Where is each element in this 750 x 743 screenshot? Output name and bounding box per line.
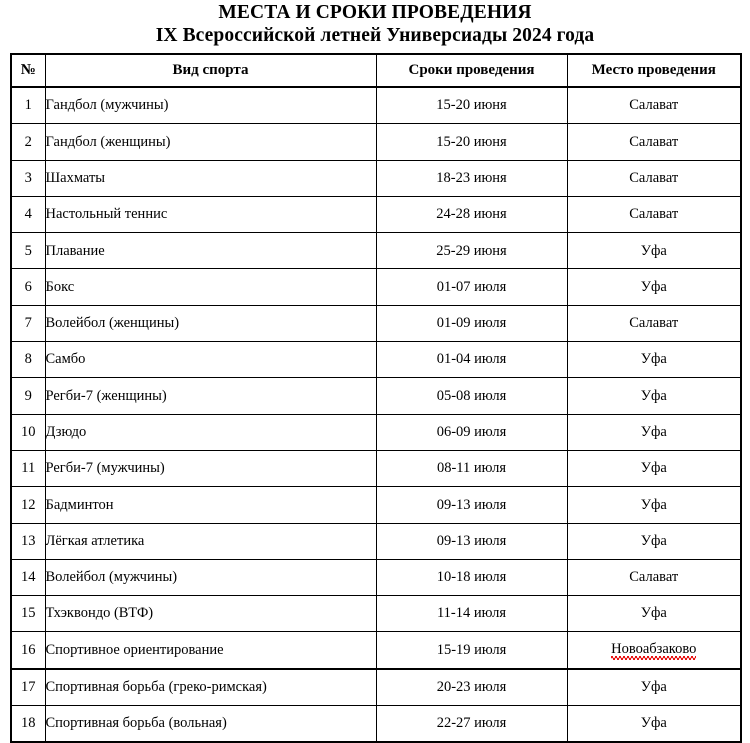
cell-number: 17 [11,669,45,706]
cell-sport: Спортивная борьба (греко-римская) [45,669,376,706]
cell-dates: 01-07 июля [376,269,567,305]
cell-dates: 22-27 июля [376,706,567,743]
cell-sport: Волейбол (женщины) [45,305,376,341]
document-title-block [0,0,750,47]
cell-number: 18 [11,706,45,743]
cell-number: 13 [11,523,45,559]
schedule-table [10,53,742,743]
cell-sport: Лёгкая атлетика [45,523,376,559]
cell-number: 1 [11,87,45,124]
table-header [11,54,741,87]
cell-number: 3 [11,160,45,196]
table-row [11,342,741,378]
cell-sport: Гандбол (мужчины) [45,87,376,124]
cell-number: 6 [11,269,45,305]
cell-sport: Шахматы [45,160,376,196]
cell-number: 2 [11,124,45,160]
cell-number: 15 [11,596,45,632]
table-row [11,233,741,269]
table-row [11,669,741,706]
cell-sport: Плавание [45,233,376,269]
cell-dates: 01-09 июля [376,305,567,341]
cell-sport: Регби-7 (мужчины) [45,450,376,486]
column-header-number: № [11,54,45,87]
table-row [11,706,741,743]
table-row [11,124,741,160]
cell-dates: 25-29 июня [376,233,567,269]
cell-number: 11 [11,450,45,486]
table-row [11,414,741,450]
spellcheck-underlined-text: Новоабзаково [611,641,696,660]
cell-place: Салават [567,124,741,160]
cell-place: Уфа [567,450,741,486]
cell-place: Салават [567,160,741,196]
table-row [11,596,741,632]
cell-place [567,632,741,669]
schedule-table-wrapper [10,53,740,743]
cell-dates: 09-13 июля [376,487,567,523]
cell-place: Уфа [567,523,741,559]
cell-place: Салават [567,196,741,232]
column-header-sport: Вид спорта [45,54,376,87]
cell-sport: Регби-7 (женщины) [45,378,376,414]
cell-dates: 15-19 июля [376,632,567,669]
cell-number: 14 [11,559,45,595]
cell-sport: Самбо [45,342,376,378]
cell-place: Уфа [567,342,741,378]
table-row [11,160,741,196]
cell-sport: Спортивная борьба (вольная) [45,706,376,743]
cell-place: Уфа [567,414,741,450]
cell-sport: Дзюдо [45,414,376,450]
cell-number: 16 [11,632,45,669]
table-row [11,196,741,232]
cell-place: Салават [567,87,741,124]
table-row [11,523,741,559]
cell-sport: Бокс [45,269,376,305]
cell-dates: 10-18 июля [376,559,567,595]
cell-number: 8 [11,342,45,378]
table-row [11,487,741,523]
table-row [11,378,741,414]
cell-dates: 09-13 июля [376,523,567,559]
cell-number: 5 [11,233,45,269]
cell-sport: Спортивное ориентирование [45,632,376,669]
cell-place: Уфа [567,596,741,632]
cell-dates: 06-09 июля [376,414,567,450]
table-row [11,632,741,669]
cell-place: Уфа [567,669,741,706]
cell-number: 9 [11,378,45,414]
cell-sport: Настольный теннис [45,196,376,232]
cell-dates: 08-11 июля [376,450,567,486]
table-row [11,559,741,595]
table-body [11,87,741,742]
cell-place: Уфа [567,378,741,414]
column-header-place: Место проведения [567,54,741,87]
cell-dates: 24-28 июня [376,196,567,232]
cell-sport: Гандбол (женщины) [45,124,376,160]
cell-sport: Волейбол (мужчины) [45,559,376,595]
cell-dates: 20-23 июля [376,669,567,706]
page-title-line-2: IX Всероссийской летней Универсиады 2024 года [155,25,595,46]
cell-place: Уфа [567,233,741,269]
cell-place: Уфа [567,269,741,305]
cell-sport: Бадминтон [45,487,376,523]
cell-dates: 15-20 июня [376,87,567,124]
table-row [11,269,741,305]
cell-dates: 05-08 июля [376,378,567,414]
cell-place: Уфа [567,487,741,523]
cell-dates: 01-04 июля [376,342,567,378]
cell-number: 4 [11,196,45,232]
table-row [11,305,741,341]
cell-place: Салават [567,305,741,341]
table-row [11,87,741,124]
table-row [11,450,741,486]
cell-place: Салават [567,559,741,595]
cell-dates: 18-23 июня [376,160,567,196]
cell-place: Уфа [567,706,741,743]
cell-sport: Тхэквондо (ВТФ) [45,596,376,632]
cell-dates: 11-14 июля [376,596,567,632]
table-header-row [11,54,741,87]
cell-number: 12 [11,487,45,523]
column-header-dates: Сроки проведения [376,54,567,87]
cell-number: 7 [11,305,45,341]
page-title-line-1: МЕСТА И СРОКИ ПРОВЕДЕНИЯ [218,2,532,23]
cell-number: 10 [11,414,45,450]
cell-dates: 15-20 июня [376,124,567,160]
